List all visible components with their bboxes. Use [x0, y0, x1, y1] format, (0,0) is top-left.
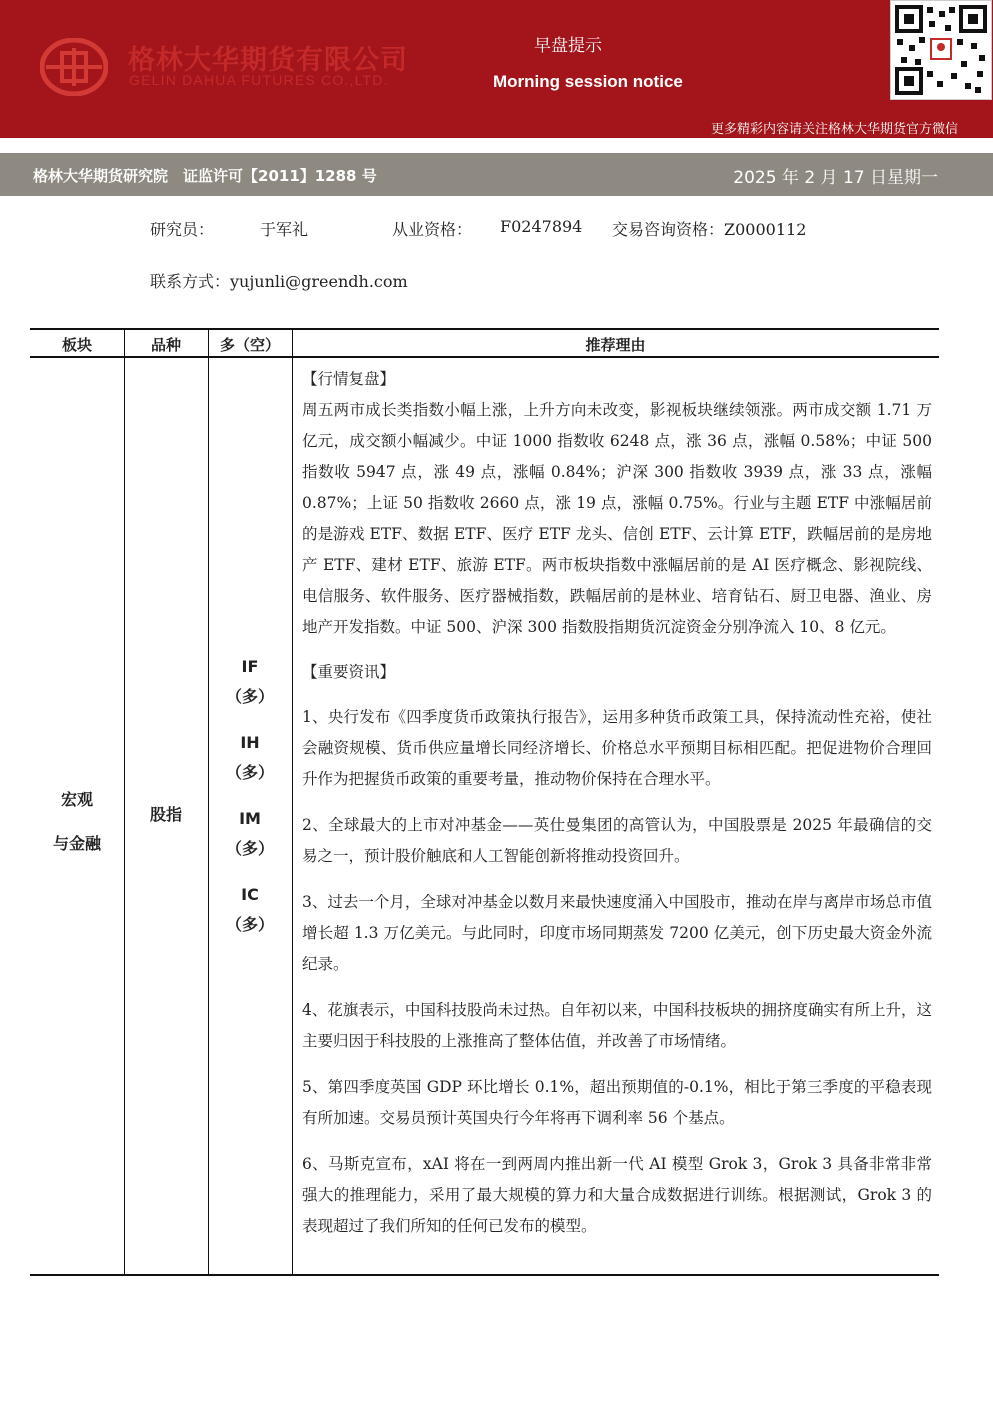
- direction-value: （多）: [225, 763, 274, 782]
- direction-value: （多）: [225, 839, 274, 858]
- follow-wechat-text: 更多精彩内容请关注格林大华期货官方微信: [710, 122, 958, 137]
- qualification-label: 从业资格：: [392, 220, 473, 239]
- notice-title-en: Morning session notice: [493, 72, 683, 91]
- reason-cell: [302, 364, 932, 1242]
- variety-cell: 股指: [149, 805, 182, 824]
- direction-item: [208, 880, 292, 956]
- contact-info: 联系方式：yujunli@greendh.com: [150, 272, 408, 291]
- sector-cell: [30, 778, 124, 866]
- table-header: [30, 330, 939, 358]
- news-item: 6、马斯克宣布，xAI 将在一到两周内推出新一代 AI 模型 Grok 3，Grok 3 具备非常非常强大的推理能力，采用了最大规模的算力和大量合成数据进行训练。根据测试，Grok 3 的表现超过了我们所知的任何已发布的模型。: [302, 1155, 932, 1235]
- header-sector: 板块: [61, 336, 92, 354]
- contract-code: IH: [240, 733, 260, 752]
- header-variety: 品种: [150, 336, 181, 354]
- news-title: 【重要资讯】: [302, 663, 396, 681]
- direction-item: [208, 652, 292, 728]
- sector-line: 与金融: [52, 834, 101, 853]
- news-item: 2、全球最大的上市对冲基金——英仕曼集团的高管认为，中国股票是 2025 年最确信的交易之一，预计股价触底和人工智能创新将推动投资回升。: [302, 816, 932, 865]
- review-title: 【行情复盘】: [302, 370, 396, 388]
- wechat-qr-code-icon: [890, 0, 992, 100]
- header-banner: [0, 0, 993, 138]
- info-bar: [0, 153, 993, 196]
- company-name-cn: 格林大华期货有限公司: [128, 45, 408, 76]
- review-text: 周五两市成长类指数小幅上涨，上升方向未改变，影视板块继续领涨。两市成交额 1.71 万亿元，成交额小幅减少。中证 1000 指数收 6248 点，涨 36 点，涨幅 0.58%；中证 500 指数收 5947 点，涨 49 点，涨幅 0.84%；沪深 300 指数收 3939 点，涨 33 点，涨幅 0.87%；上证 50 指数收 2660 点，涨 19 点，涨幅 0.75%。行业与主题 ETF 中涨幅居前的是游戏 ETF、数据 ETF、医疗 ETF 龙头、信创 ETF、云计算 ETF，跌幅居前的是房地产 ETF、建材 ETF、旅游 ETF。两市板块指数中涨幅居前的是 AI 医疗概念、影视院线、电信服务、软件服务、医疗器械指数，跌幅居前的是林业、培育钻石、厨卫电器、渔业、房地产开发指数。中证 500、沪深 300 指数股指期货沉淀资金分别净流入 10、8 亿元。: [302, 401, 932, 636]
- contract-code: IC: [241, 885, 259, 904]
- sector-line: 宏观: [60, 790, 93, 809]
- header-reason: 推荐理由: [585, 336, 646, 354]
- direction-cell: [208, 652, 292, 956]
- header-direction: 多（空）: [219, 336, 280, 354]
- consult-qualification: 交易咨询资格：Z0000112: [612, 220, 807, 239]
- recommendation-table: [30, 328, 939, 1276]
- news-item: 4、花旗表示，中国科技股尚未过热。自年初以来，中国科技板块的拥挤度确实有所上升，这主要归因于科技股的上涨推高了整体估值，并改善了市场情绪。: [302, 1001, 932, 1050]
- researcher-label: 研究员：: [150, 220, 215, 239]
- qualification-value: F0247894: [500, 217, 583, 236]
- column-divider: [292, 330, 293, 1274]
- news-item: 3、过去一个月，全球对冲基金以数月来最快速度涌入中国股市，推动在岸与离岸市场总市值增长超 1.3 万亿美元。与此同时，印度市场同期蒸发 7200 亿美元，创下历史最大资金外流纪录。: [302, 893, 932, 973]
- report-date: 2025 年 2 月 17 日星期一: [733, 168, 938, 188]
- direction-value: （多）: [225, 687, 274, 706]
- direction-value: （多）: [225, 915, 274, 934]
- researcher-line: [0, 217, 993, 241]
- contract-code: IM: [239, 809, 261, 828]
- notice-title-cn: 早盘提示: [534, 36, 602, 56]
- direction-item: [208, 728, 292, 804]
- company-logo-icon: [40, 38, 108, 96]
- contract-code: IF: [241, 657, 259, 676]
- researcher-name: 于军礼: [260, 220, 309, 239]
- news-item: 5、第四季度英国 GDP 环比增长 0.1%，超出预期值的-0.1%，相比于第三季度的平稳表现有所加速。交易员预计英国央行今年将再下调利率 56 个基点。: [302, 1078, 932, 1127]
- direction-item: [208, 804, 292, 880]
- news-item: 1、央行发布《四季度货币政策执行报告》，运用多种货币政策工具，保持流动性充裕，使社会融资规模、货币供应量增长同经济增长、价格总水平预期目标相匹配。把促进物价合理回升作为把握货币政策的重要考量，推动物价保持在合理水平。: [302, 708, 932, 788]
- institute-license: 格林大华期货研究院 证监许可【2011】1288 号: [33, 167, 377, 185]
- company-name-en: GELIN DAHUA FUTURES CO.,LTD.: [129, 72, 389, 88]
